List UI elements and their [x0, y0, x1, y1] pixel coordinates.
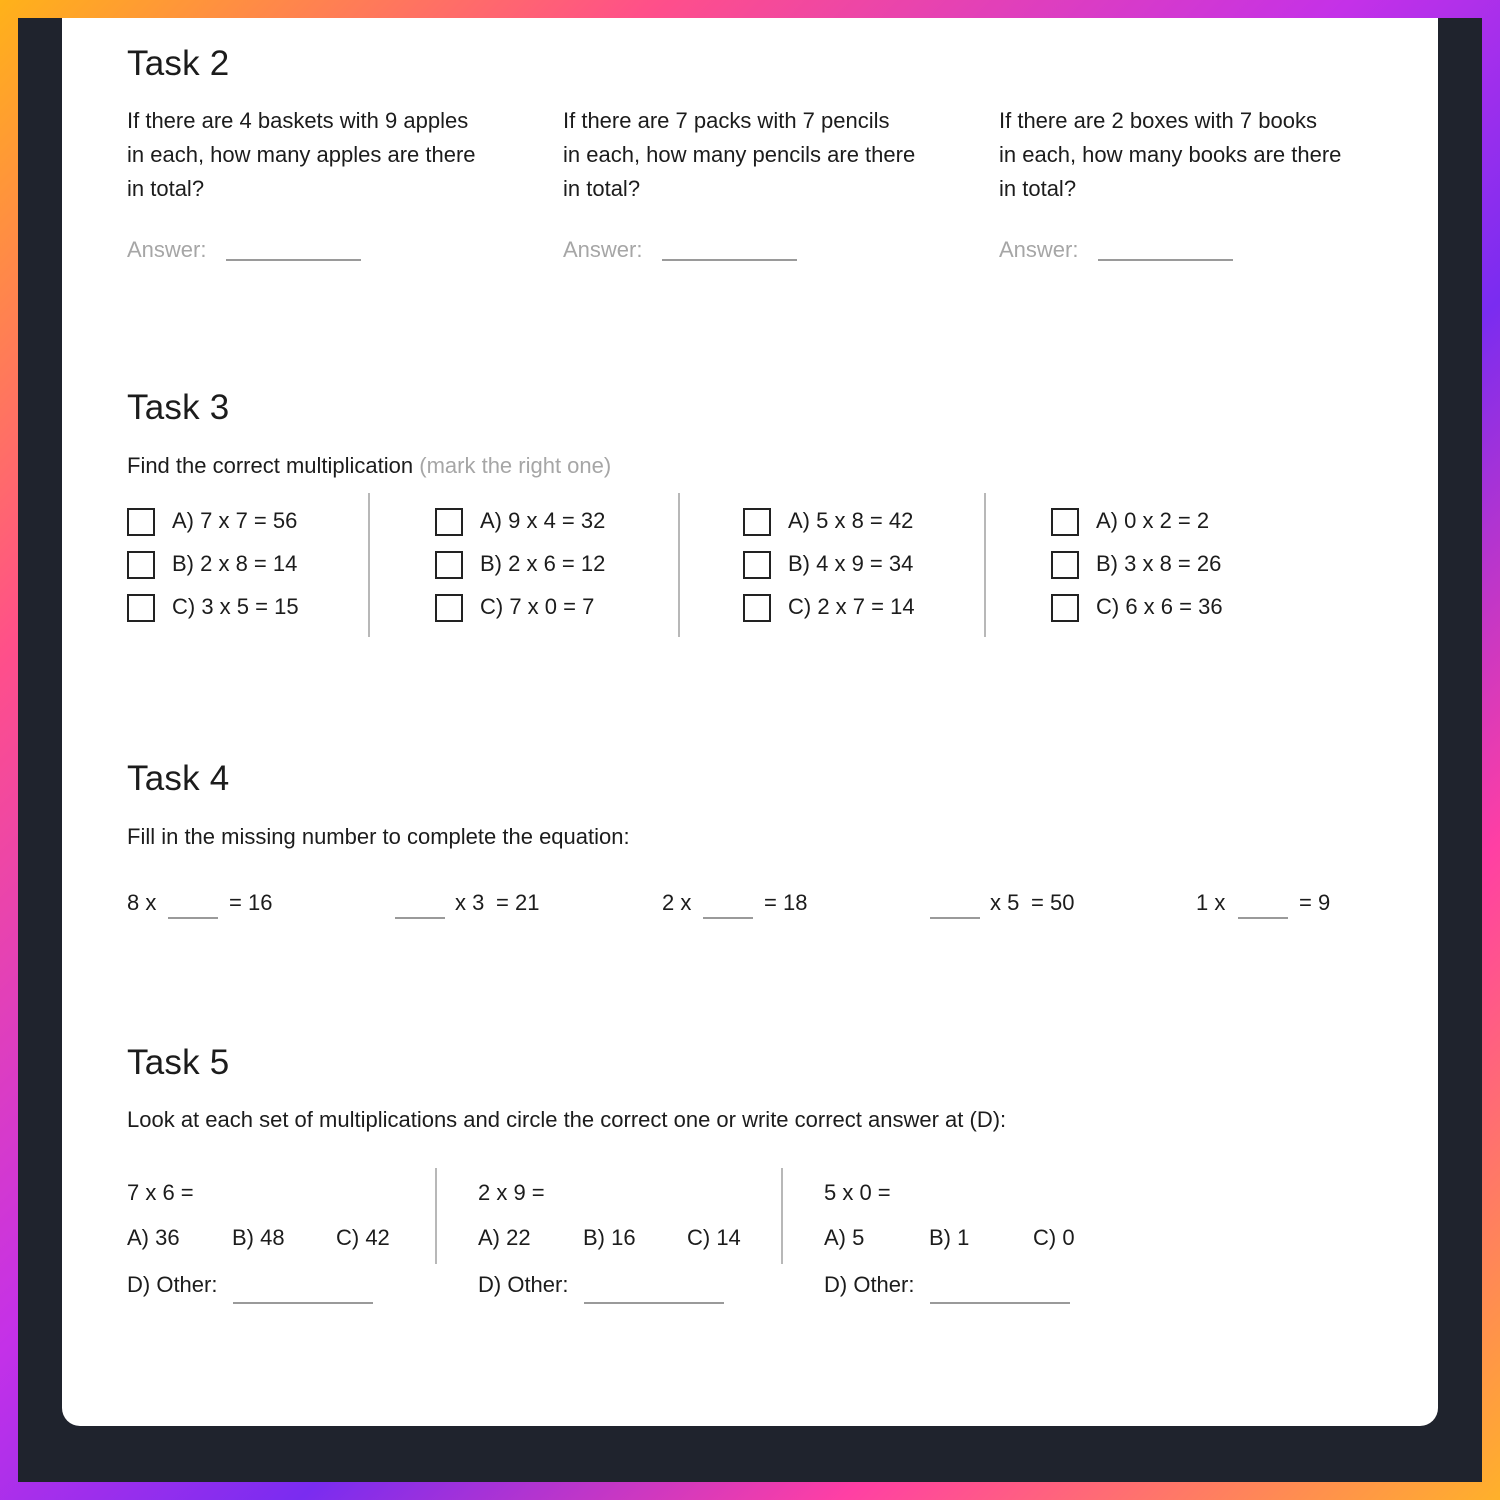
- group-divider: [678, 493, 680, 637]
- option-label: B) 4 x 9 = 34: [788, 551, 914, 576]
- answer-label: Answer:: [127, 237, 207, 262]
- checkbox[interactable]: [743, 508, 771, 536]
- equation-left: x 3: [455, 890, 485, 915]
- answer-field-3[interactable]: [1098, 259, 1233, 261]
- checkbox[interactable]: [1051, 508, 1079, 536]
- option-label: C) 6 x 6 = 36: [1096, 594, 1223, 619]
- option-label: B) 2 x 8 = 14: [172, 551, 298, 576]
- other-answer-field[interactable]: [930, 1302, 1070, 1304]
- equation-right: = 50: [1031, 890, 1075, 915]
- option-label: A) 9 x 4 = 32: [480, 508, 606, 533]
- question-line: in each, how many pencils are there: [563, 142, 916, 167]
- question-line: If there are 4 baskets with 9 apples: [127, 108, 469, 133]
- option-label: C) 7 x 0 = 7: [480, 594, 595, 619]
- set-option[interactable]: A) 22: [478, 1225, 531, 1250]
- set-option[interactable]: A) 36: [127, 1225, 180, 1250]
- instruction-hint: (mark the right one): [419, 453, 612, 478]
- task2-title: Task 2: [127, 44, 230, 83]
- answer-label: Answer:: [563, 237, 643, 262]
- option-label: C) 3 x 5 = 15: [172, 594, 299, 619]
- task2-question-1: [127, 104, 476, 206]
- set-option[interactable]: A) 5: [824, 1225, 865, 1250]
- equation-right: = 21: [496, 890, 540, 915]
- worksheet-page: [62, 18, 1438, 1426]
- checkbox[interactable]: [435, 508, 463, 536]
- option-label: B) 2 x 6 = 12: [480, 551, 606, 576]
- question-line: in each, how many apples are there: [127, 142, 476, 167]
- group-divider: [984, 493, 986, 637]
- task4-title: Task 4: [127, 759, 230, 798]
- set-divider: [781, 1168, 783, 1264]
- answer-field-2[interactable]: [662, 259, 797, 261]
- option-label: B) 3 x 8 = 26: [1096, 551, 1222, 576]
- checkbox[interactable]: [127, 508, 155, 536]
- task3-title: Task 3: [127, 388, 230, 427]
- option-label: A) 0 x 2 = 2: [1096, 508, 1210, 533]
- checkbox[interactable]: [1051, 594, 1079, 622]
- set-question: 5 x 0 =: [824, 1180, 891, 1205]
- question-line: in total?: [563, 176, 641, 201]
- question-line: If there are 2 boxes with 7 books: [999, 108, 1317, 133]
- checkbox[interactable]: [743, 551, 771, 579]
- checkbox[interactable]: [127, 594, 155, 622]
- other-answer-field[interactable]: [584, 1302, 724, 1304]
- equation-left: x 5: [990, 890, 1020, 915]
- equation-left: 8 x: [127, 890, 157, 915]
- answer-field-1[interactable]: [226, 259, 361, 261]
- other-label: D) Other:: [127, 1272, 218, 1297]
- equation-right: = 18: [764, 890, 808, 915]
- equation-left: 1 x: [1196, 890, 1226, 915]
- task3-instruction: [127, 449, 611, 483]
- question-line: If there are 7 packs with 7 pencils: [563, 108, 890, 133]
- answer-label: Answer:: [999, 237, 1079, 262]
- question-line: in total?: [127, 176, 205, 201]
- blank-field[interactable]: [1238, 917, 1288, 919]
- checkbox[interactable]: [127, 551, 155, 579]
- other-label: D) Other:: [824, 1272, 915, 1297]
- task5-instruction: Look at each set of multiplications and circle the correct one or write correct answer at (D):: [127, 1107, 1007, 1132]
- set-divider: [435, 1168, 437, 1264]
- equation-left: 2 x: [662, 890, 692, 915]
- set-option[interactable]: C) 42: [336, 1225, 390, 1250]
- task4-instruction: Fill in the missing number to complete the equation:: [127, 824, 630, 849]
- option-label: A) 7 x 7 = 56: [172, 508, 298, 533]
- set-option[interactable]: B) 16: [583, 1225, 636, 1250]
- blank-field[interactable]: [930, 917, 980, 919]
- blank-field[interactable]: [395, 917, 445, 919]
- checkbox[interactable]: [1051, 551, 1079, 579]
- set-question: 7 x 6 =: [127, 1180, 194, 1205]
- task2-question-2: [563, 104, 915, 206]
- set-question: 2 x 9 =: [478, 1180, 545, 1205]
- equation-right: = 9: [1299, 890, 1331, 915]
- other-label: D) Other:: [478, 1272, 569, 1297]
- option-label: C) 2 x 7 = 14: [788, 594, 915, 619]
- checkbox[interactable]: [743, 594, 771, 622]
- group-divider: [368, 493, 370, 637]
- instruction-text: Find the correct multiplication: [127, 453, 414, 478]
- task5-title: Task 5: [127, 1043, 230, 1082]
- task2-question-3: [999, 104, 1341, 206]
- option-label: A) 5 x 8 = 42: [788, 508, 914, 533]
- blank-field[interactable]: [703, 917, 753, 919]
- equation-right: = 16: [229, 890, 273, 915]
- question-line: in each, how many books are there: [999, 142, 1342, 167]
- set-option[interactable]: B) 48: [232, 1225, 285, 1250]
- question-line: in total?: [999, 176, 1077, 201]
- set-option[interactable]: B) 1: [929, 1225, 970, 1250]
- set-option[interactable]: C) 14: [687, 1225, 741, 1250]
- checkbox[interactable]: [435, 551, 463, 579]
- checkbox[interactable]: [435, 594, 463, 622]
- set-option[interactable]: C) 0: [1033, 1225, 1075, 1250]
- blank-field[interactable]: [168, 917, 218, 919]
- other-answer-field[interactable]: [233, 1302, 373, 1304]
